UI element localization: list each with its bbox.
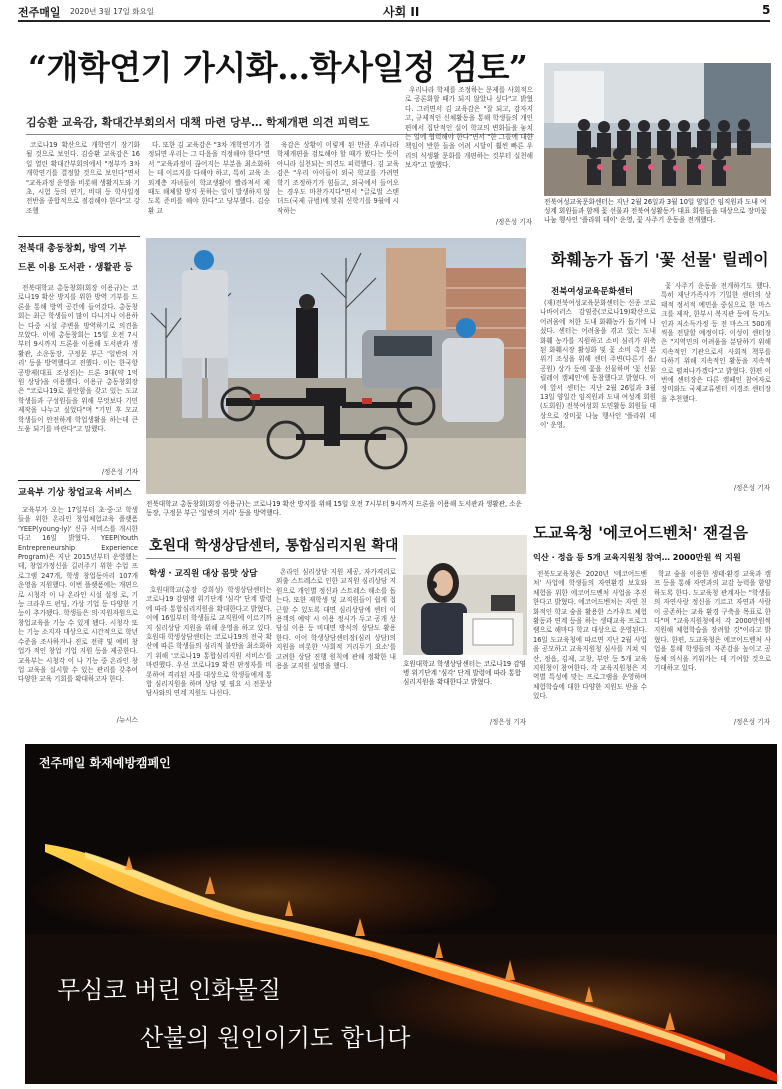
drone-photo-caption: 전북대학교 총동창회(회장 이용규)는 코로나19 확산 방지를 위해 15일 오전 7시부터 9시까지 드론을 이용해 도서관과 생활관, 소운동장, 구정문 부근 '일반의 거리' 등을 방역했다.: [146, 500, 522, 517]
drone-body-text: 전북대학교 총동창회(회장 이용규)는 코로나19 확산 방지를 위한 방역 기부를 드론을 통해 방역 공간에 들어갔다. 총동창회는 최근 학생들이 많이 다니거나 이용하는 다중 시설 주변을 방역하기로 의견을 모았다. 이에 총동창회는 15일 오전 7시부터 9시까지 드론을 이용해 도서관과 생활관, 소운동장, 구정문 부근 '일반의 거리' 등을 방역했다고 전했다. 이는 한국항공방제(대표 조성진)는 드론 3대(약 1억원 상당)을 이용했다. 이용규 총동창회장은 "코로나19로 불안함을 갖고 있는 도교 학생들과 구성원들을 위해 무엇보다 기민 제작을 나누고 싶었다"며 "기민 후 모교 학생들이 안전하게 학업생활을 하는데 큰 도움 되기를 바란다"고 말했다.: [18, 284, 138, 434]
eco-body-text: 학교 숲을 이용한 생태·환경 교육과 캠프 등을 통해 자연과의 교감 능력을 함양하도록 한다. 도교육청 관계자는 "학생들의 자연사랑 정신을 기르고 자연과 사람이 공존하는 교육 환경 구축을 목표로 한다"며 "교육지원청에서 각 2000만원씩 지원해 체험학습을 장려할 것"이라고 밝혔다. 한편, 도교육청은 에코어드벤처 사업을 통해 학생들의 자존감을 높이고 공동체 의식을 키워가는 데 기여할 것으로 기대하고 있다.: [654, 570, 771, 673]
startup-body: [18, 506, 138, 716]
flower-headline: 화훼농가 돕기 '꽃 선물' 릴레이: [551, 250, 769, 269]
main-body-text: 다. 또한 김 교육감은 "3차 개학연기가 결정되면 우리는 그 다음을 걱정해야 한다"면서 "교육과정이 끊어지는 부분을 최소화하는 데 이르지를 다해야 하고, 특히 교육 소외계층 자녀들이 학교생활이 빨라져서 제때도 해체할 방지 못하는 일이 발생하지 않도록 준비를 해야 한다"고 당부했다. 김승환 교: [148, 141, 270, 215]
main-body-col-2: [148, 141, 270, 227]
masthead-page-number: 5: [762, 3, 771, 17]
eco-byline: /정은성 기자: [733, 718, 770, 726]
counsel-col-2: [276, 568, 396, 726]
group-photo: [544, 63, 771, 196]
counsel-headline: 호원대 학생상담센터, 통합심리지원 확대: [149, 538, 399, 554]
counsel-photo-caption: 호원대학교 학생상담센터는 코로나19 감염병 위기단계 '심각' 단계 발령에 따라 통합심리지원을 확대한다고 밝혔다.: [403, 660, 526, 686]
startup-byline: /뉴시스: [116, 716, 138, 724]
main-body-col-4: [405, 86, 533, 214]
main-subhead: 김승환 교육감, 확대간부회의서 대책 마련 당부… 학제개편 의견 피력도: [26, 116, 370, 129]
fire-campaign-ad: [25, 744, 777, 1084]
counsel-col-1: [146, 586, 272, 726]
eco-col-2: [654, 570, 771, 710]
fire-campaign-line-1: 무심코 버린 인화물질: [57, 976, 281, 1004]
group-photo-caption: 전북여성교육문화센터는 지난 2월 26일과 3월 10일 양일간 임직원과 도내 여성계 회원들과 함께 꽃 선물과 전북여성활동가 대표 회원들을 대상으로 장미꽃 나눔 행사인 '플라워 데이' 운영, 꽃 사주기 운동을 전개했다.: [544, 198, 767, 224]
drone-body: [18, 284, 138, 468]
flower-body-text: 꽃 사주기 운동을 전개하기도 했다. 특히 재난가족사가 기밀한 센터의 상태적 정서적 예민을 중심으로 한 마스크를 제작, 한부시 복지관 등에 독거노인과 저소득가정 등 전 마스크 500개씩을 전달할 예정이다. 이성이 센터장은 "지역민의 어려움을 분담하기 위해 지속적인 기관으로서 사회적 책무를 다하기 위해 지속적인 활동을 지속적으로 펼쳐나가겠다"고 밝혔다. 한편 이번에 센터장은 다른 캠페인 참여자로 장미와도 국제교류센터 이경조 센터장을 추천했다.: [661, 282, 771, 403]
main-headline: “개학연기 가시화…학사일정 검토”: [28, 48, 528, 87]
drone-headline-line-2: 드론 이용 도서관 · 생활관 등: [18, 263, 133, 273]
startup-top-rule: [18, 480, 140, 481]
flower-col-2: [661, 282, 771, 462]
flower-col-1: [540, 299, 656, 499]
counsel-body-text: 온라인 심리상담 지원 제공, 자가격리로 외출 스트레스로 인한 교직원 심리상담 지원으로 개인별 정신과 스트레스 해소를 돕는다. 또한 재학생 및 교직원들이 쉽게 접근할 수 있도록 대면 심리상담에 센터 이용객의 예약 시 이용 정시가 두고 공개 상담실 이용 등 비대면 방식의 상담도 활용한다. 이어 학생상담센터장(심리 상담)의 지원을 비롯한 '사회적 거리두기 요소'를 고려한 상담 진행 원칙에 관해 정확한 내용을 교직원 설명을 했다.: [276, 568, 396, 671]
counsel-body-text: 호원대학교(총장 강희성) 학생상담센터는 코로나19 감염병 위기단계 '심각' 단계 발령에 따라 통합심리지원을 확대한다고 밝혔다. 이에 16일부터 학생들로 교직원에 이르기까지 심리상담 지원을 위해 운영을 하고 있다. 호원대 학생상담센터는 코로나19의 전국 확산에 따른 학생들의 심리적 불안을 최소화하기 위해 '코로나19 통합심리지원 서비스'를 마련했다. 우선 코로나19 확진 판정자를 비롯하여 격리된 자를 대상으로 학생들에게 통합 심리지원을 하며 상담 및 필요 시 전문상담사와의 연계 지원도 나선다.: [146, 586, 272, 698]
main-body-col-1: [26, 141, 140, 227]
counsel-subhead: 학생 · 교직원 대상 몸맛 상담: [149, 569, 258, 579]
eco-col-1: [533, 570, 647, 730]
flower-byline: /정은성 기자: [733, 484, 770, 492]
masthead-paper-name: 전주매일: [18, 6, 61, 19]
main-body-text: 코로나19 확산으로 개학연기 장기화 될 것으로 보인다. 김승환 교육감은 16일 열린 확대간부회의에서 "정부가 3차 개학연기를 결정할 것으로 보인다"면서 "교육과정 운영을 비롯해 생활지도와 기초, 시험 등의 연기, 비대 등 학사일정 전반을 종합적으로 점검해야 한다"고 강조했: [26, 141, 140, 215]
counsel-photo: [403, 535, 527, 655]
main-body-text: 우리나라 학제를 조정하는 문제를 사회적으로 공론화할 때가 되지 않았나 싶다"고 밝혔다. 그러면서 김 교육감은 "잘 되고, 감자지고, 규제적인 신체활동을 통해 학생들의 개인 편에서 집단적인 실어 학교의 변화들을 놓치는 일에 협력해야 한다"면서 "한 그들에 대한 책임이 반한 들을 어려 시달이 훨씬 빠른 우리의 식생활 문화를 개편하는 것부터 실천해보자"고 말했다.: [405, 86, 533, 170]
counsel-byline: /정은성 기자: [489, 718, 526, 726]
counsel-rule: [146, 558, 396, 559]
startup-headline: 교육부 기상 창업교육 서비스: [18, 488, 132, 498]
main-byline: /정은성 기자: [495, 218, 532, 226]
eco-body-text: 전북도교육청은 2020년 '에코어드벤처' 사업에 학생들의 자연환경 보호와 체험을 위한 에코어드벤처 사업을 추진한다고 밝혔다. 에코어드벤처는 자연 친화적인 학교 숲을 활용한 스카우트 체험활동과 연계 등을 하는 생태교육 프로그램으로 해마다 학교 대상으로 운영된다. 16일 도교육청에 따르면 지난 2월 사업을 공모하고 교육지원청 심사를 거쳐 익산, 정읍, 김제, 고창, 부안 등 5개 교육지원청이 참여한다. 각 교육지원청은 지역별 특성에 맞는 프로그램을 운영하며 체험학습에 대한 다양한 지원도 받을 수 있다.: [533, 570, 647, 701]
eco-subhead: 익산 · 정읍 등 5개 교육지원청 참여… 2000만원 씩 지원: [533, 552, 741, 562]
main-body-text: 육감은 상황이 이렇게 된 만큼 우리나라 학제개편을 검토해야 할 때가 왔다는 뜻이 아니라 실천되는 의견도 피력했다. 김 교육감은 "우리 아이들이 외국 학교를 가려면 학기 조정하기가 힘들고, 외국에서 들어오는 경우도 마찬가지다"면서 "글로벌 스탠더드(국제 규범)에 맞춰 신학기를 9월에 시작하는: [277, 141, 399, 215]
masthead-section: 사회 II: [383, 5, 420, 19]
drone-photo: [146, 238, 526, 494]
masthead: [18, 0, 770, 20]
drone-byline: /정은성 기자: [101, 468, 138, 476]
main-body-col-3: [277, 141, 399, 227]
startup-body-text: 교육부가 오는 17일부터 초·중·고 학생들을 위한 온라인 창업체험교육 플랫폼 'YEEP(young-ly)' 신규 서비스를 개시한다고 16일 밝혔다. YEEP(Youth Entrepreneurship Experience Program)은 지난 2015년부터 운영했는데, 창업가정신을 길러주기 위한 수업 프로그램 247개, 학생 창업동아리 107개 운영을 지원했다. 이번 플랫폼에는 개편으로 시청각 이 나 온라인 시설 설정 로, 기능 크라우드 펀딩, 가상 기업 등 다양한 기능이 추가됐다. 학생들은 의·지원자원으로 창업교육을 기능 수 있게 됐다. 시청각 또는 기능 소지자 대상으로 시간적으로 학년 수준을 조사하거나 진로 전략 및 예비 창업가 적인 창업 기업 지원 등을 제공한다. 교육부는 시청각 이 나 기능 중 온라인 창업 교육을 실시할 수 있는 관리를 갖추어 다양한 교육 기회를 확대하고자 한다.: [18, 506, 138, 684]
flower-subhead: 전북여성교육문화센터: [551, 287, 634, 297]
masthead-rule: [18, 20, 770, 22]
fire-campaign-label: 전주매일 화재예방캠페인: [39, 756, 171, 770]
drone-top-rule: [18, 236, 140, 237]
drone-headline-line-1: 전북대 총동창회, 방역 기부: [18, 244, 127, 254]
fire-campaign-line-2: 산불의 원인이기도 합니다: [140, 1024, 411, 1052]
eco-headline: 도교육청 '에코어드벤처' 잰걸음: [533, 523, 748, 542]
masthead-date: 2020년 3월 17일 화요일: [70, 7, 155, 16]
flower-body-text: (재)전북여성교육문화센터는 신종 코로나바이러스 감염증(코로나19)확산으로 어려움에 처한 도내 화훼농가 돕기에 나섰다. 센터는 어려움을 겪고 있는 도내 화훼 농가를 지원하고 소비 심리가 위축된 화훼시장 활성화 및 꽃 소비 촉진 분위기 조성을 위해 센터 주변(다른기 읍/공원) 상가 등에 꽃을 선물하며 '꽃 선물 릴레이 캠페인'에 동참했다고 밝혔다. 이에 앞서 센터는 지난 2월 26일과 3월 13일 양일간 임직원과 도내 여성계 회원(도회원) 전북여성회 도민활동 회원들 대상으로 장미꽃 나눔 행사인 '플라워 데이' 운영,: [540, 299, 656, 430]
